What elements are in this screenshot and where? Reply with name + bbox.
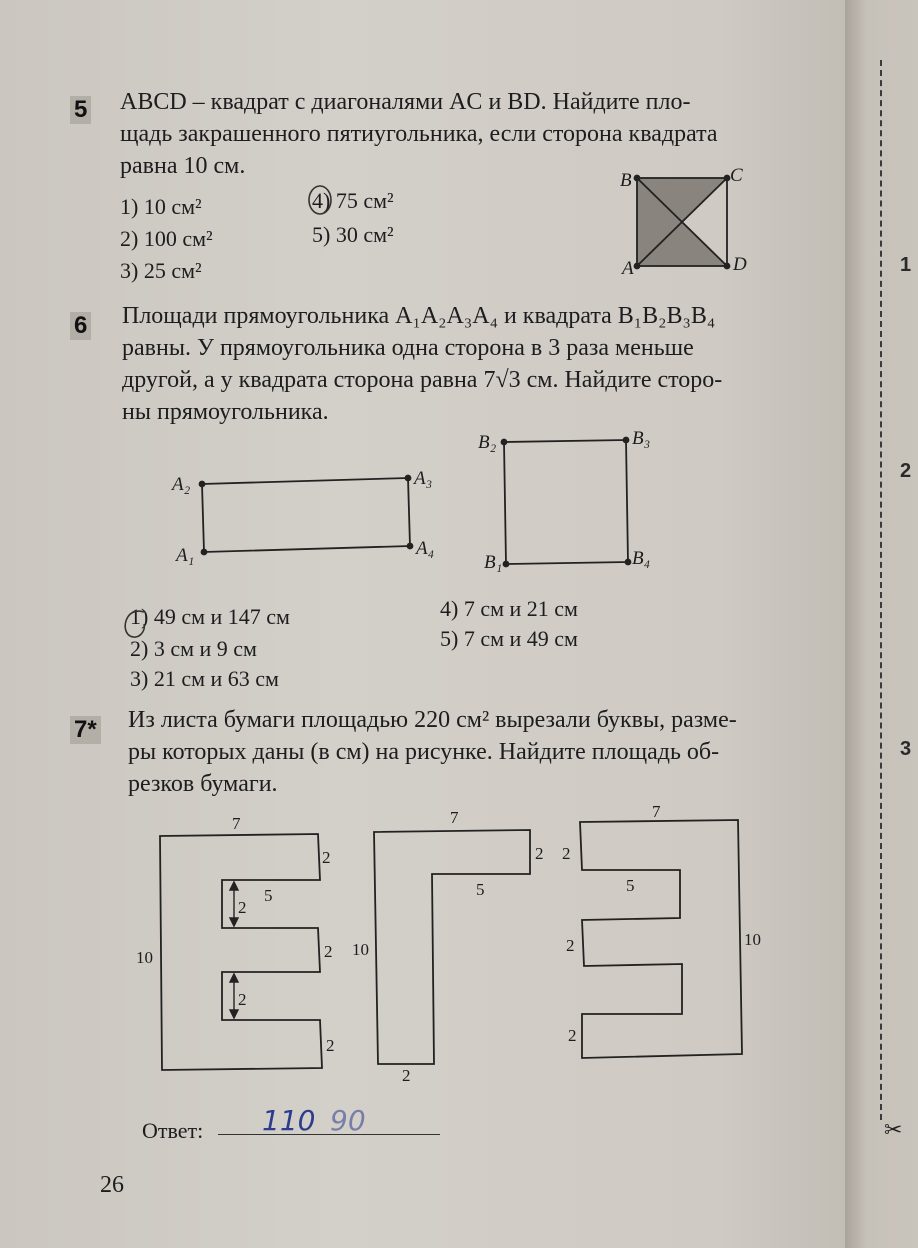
side-tab-number: 3: [900, 738, 912, 760]
vertex-label: B₂: [478, 432, 497, 453]
vertex-label: A₁: [176, 545, 195, 566]
selection-circle: [125, 611, 144, 637]
problem-number: 5: [70, 96, 91, 124]
dimension-arrows: [230, 882, 238, 1018]
problem-number: 6: [70, 312, 91, 340]
dimension-label: 2: [535, 844, 544, 863]
answer-option[interactable]: 3) 21 см и 63 см: [130, 666, 279, 691]
problem-text-line: равны. У прямоугольника одна сторона в 3 раза меньше: [122, 335, 694, 361]
letter-g-shape: [374, 830, 530, 1064]
problem-text-line: ры которых даны (в см) на рисунке. Найдите площадь об-: [128, 739, 720, 765]
rectangle-figure: [200, 476, 413, 555]
square-figure: [635, 176, 730, 269]
answer-option[interactable]: 5) 30 см²: [312, 222, 394, 247]
scissors-icon: ✂: [884, 1118, 903, 1143]
dimension-label: 2: [326, 1036, 335, 1055]
vertex-label: B: [620, 170, 632, 191]
answer-option[interactable]: 2) 3 см и 9 см: [130, 636, 257, 661]
problem-text-line: щадь закрашенного пятиугольника, если сторона квадрата: [120, 121, 718, 147]
problem-text-line: резков бумаги.: [128, 771, 278, 797]
dimension-label: 2: [402, 1066, 411, 1085]
dimension-label: 2: [562, 844, 571, 863]
answer-option[interactable]: 2) 100 см²: [120, 226, 213, 251]
side-tab-number: 2: [900, 460, 912, 482]
handwritten-answer-2: 90: [330, 1104, 366, 1137]
answer-option[interactable]: 1) 10 см²: [120, 194, 202, 219]
problem-number: 7*: [70, 716, 101, 744]
dimension-label: 2: [238, 898, 247, 917]
letter-ze-shape: [580, 820, 742, 1058]
dimension-label: 2: [566, 936, 575, 955]
vertex-label: D: [733, 254, 747, 275]
dimension-label: 10: [136, 948, 153, 967]
dimension-label: 2: [238, 990, 247, 1009]
dimension-label: 2: [322, 848, 331, 867]
letter-e-shape: [160, 834, 322, 1070]
square-b-figure: [502, 438, 631, 567]
vertex-label: B₁: [484, 552, 503, 573]
vertex-label: B₃: [632, 428, 651, 449]
dimension-label: 2: [568, 1026, 577, 1045]
dimension-label: 10: [352, 940, 369, 959]
answer-option[interactable]: 5) 7 см и 49 см: [440, 626, 578, 651]
problem-text-line: другой, а у квадрата сторона равна 7√3 см. Найдите сторо-: [122, 367, 723, 393]
problem-text-line: равна 10 см.: [120, 153, 246, 179]
dimension-label: 5: [476, 880, 485, 899]
dimension-label: 7: [232, 814, 241, 833]
dimension-label: 10: [744, 930, 761, 949]
answer-option-selected[interactable]: 4) 75 см²: [312, 188, 394, 213]
vertex-label: A: [622, 258, 634, 279]
answer-label: Ответ:: [142, 1118, 204, 1143]
problem-text-line: ны прямоугольника.: [122, 399, 329, 425]
vertex-label: B₄: [632, 548, 651, 569]
vertex-label: A₄: [416, 538, 435, 559]
dimension-label: 7: [652, 802, 661, 821]
answer-option[interactable]: 3) 25 см²: [120, 258, 202, 283]
handwritten-answer: 110: [262, 1104, 316, 1137]
dimension-label: 2: [324, 942, 333, 961]
answer-option[interactable]: 4) 7 см и 21 см: [440, 596, 578, 621]
dimension-label: 5: [626, 876, 635, 895]
vertex-label: A₃: [414, 468, 433, 489]
selection-circle: [309, 186, 331, 214]
answer-option-selected[interactable]: 1) 49 см и 147 см: [130, 604, 290, 629]
dimension-label: 5: [264, 886, 273, 905]
problem-text-line: Из листа бумаги площадью 220 см² вырезали буквы, разме-: [128, 707, 737, 733]
vertex-label: C: [730, 165, 743, 186]
vertex-label: A₂: [172, 474, 191, 495]
problem-text-line: Площади прямоугольника A₁A₂A₃A₄ и квадрата B₁B₂B₃B₄: [122, 303, 716, 329]
side-tab-number: 1: [900, 254, 912, 276]
problem-text-line: ABCD – квадрат с диагоналями AC и BD. Найдите пло-: [120, 89, 691, 115]
page-number: 26: [100, 1172, 124, 1198]
dimension-label: 7: [450, 808, 459, 827]
